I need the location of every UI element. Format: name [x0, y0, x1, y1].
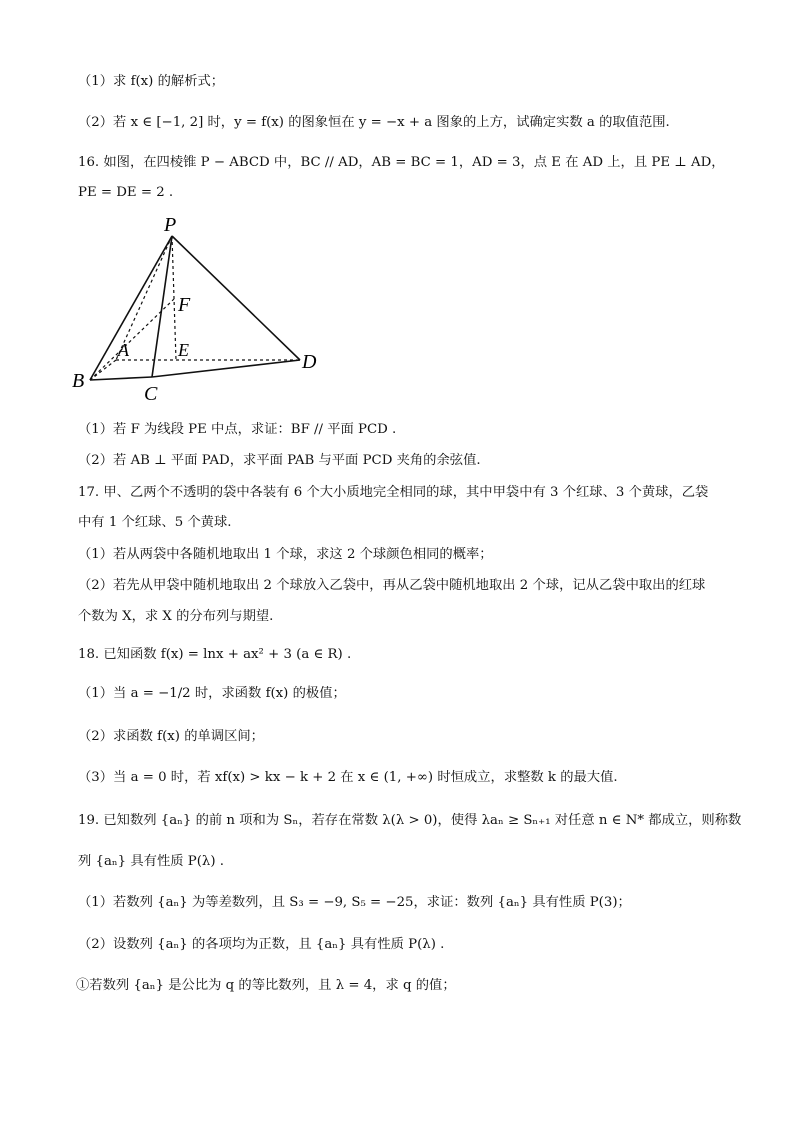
- q17-part2-line2: 个数为 X，求 X 的分布列与期望.: [78, 609, 274, 624]
- q17-part1: （1）若从两袋中各随机地取出 1 个球，求这 2 个球颜色相同的概率；: [78, 547, 493, 562]
- q17-stem-line1: 17. 甲、乙两个不透明的袋中各装有 6 个大小质地完全相同的球，其中甲袋中有 3 个红球、3 个黄球，乙袋: [78, 485, 709, 500]
- q16-stem-line1: 16. 如图，在四棱锥 P − ABCD 中，BC // AD，AB = BC = 1，AD = 3，点 E 在 AD 上，且 PE ⊥ AD，: [78, 155, 725, 170]
- edge-CD: [152, 360, 300, 377]
- q19-stem-line2: 列 {aₙ} 具有性质 P(λ) .: [78, 854, 224, 869]
- label-F: F: [178, 294, 191, 316]
- edge-PB: [90, 236, 172, 380]
- q15-part1: （1）求 f(x) 的解析式；: [78, 74, 225, 89]
- q18-part3: （3）当 a = 0 时，若 xf(x) > kx − k + 2 在 x ∈ (1, +∞) 时恒成立，求整数 k 的最大值.: [78, 770, 618, 785]
- label-B: B: [72, 370, 85, 392]
- label-E: E: [178, 340, 189, 360]
- q19-part2-sub1: ①若数列 {aₙ} 是公比为 q 的等比数列，且 λ = 4，求 q 的值；: [76, 978, 456, 993]
- edge-PE: [172, 236, 176, 360]
- q19-stem-line1: 19. 已知数列 {aₙ} 的前 n 项和为 Sₙ，若存在常数 λ(λ > 0)，使得 λaₙ ≥ Sₙ₊₁ 对任意 n ∈ N* 都成立，则称数: [78, 813, 742, 828]
- q15-part2: （2）若 x ∈ [−1, 2] 时，y = f(x) 的图象恒在 y = −x + a 图象的上方，试确定实数 a 的取值范围.: [78, 115, 670, 130]
- edge-PC: [152, 236, 172, 377]
- q18-stem: 18. 已知函数 f(x) = lnx + ax² + 3 (a ∈ R) .: [78, 647, 352, 662]
- label-C: C: [144, 383, 158, 405]
- q18-part2: （2）求函数 f(x) 的单调区间；: [78, 729, 264, 744]
- q18-part1: （1）当 a = −1/2 时，求函数 f(x) 的极值；: [78, 686, 346, 701]
- label-D: D: [302, 351, 317, 373]
- q17-part2-line1: （2）若先从甲袋中随机地取出 2 个球放入乙袋中，再从乙袋中随机地取出 2 个球，记从乙袋中取出的红球: [78, 578, 706, 593]
- q19-part2: （2）设数列 {aₙ} 的各项均为正数，且 {aₙ} 具有性质 P(λ) .: [78, 937, 445, 952]
- edge-AB: [90, 360, 116, 380]
- pyramid-figure: [66, 215, 326, 405]
- edge-BC: [90, 377, 152, 380]
- q19-part1: （1）若数列 {aₙ} 为等差数列，且 S₃ = −9, S₅ = −25，求证：数列 {aₙ} 具有性质 P(3)；: [78, 895, 631, 910]
- q16-part2: （2）若 AB ⊥ 平面 PAD，求平面 PAB 与平面 PCD 夹角的余弦值.: [78, 453, 481, 468]
- edge-PD: [172, 236, 300, 360]
- label-P: P: [164, 215, 177, 236]
- q17-stem-line2: 中有 1 个红球、5 个黄球.: [78, 515, 232, 530]
- label-A: A: [118, 340, 129, 360]
- q16-part1: （1）若 F 为线段 PE 中点，求证：BF // 平面 PCD .: [78, 422, 397, 437]
- q16-stem-line2: PE = DE = 2 .: [78, 185, 174, 200]
